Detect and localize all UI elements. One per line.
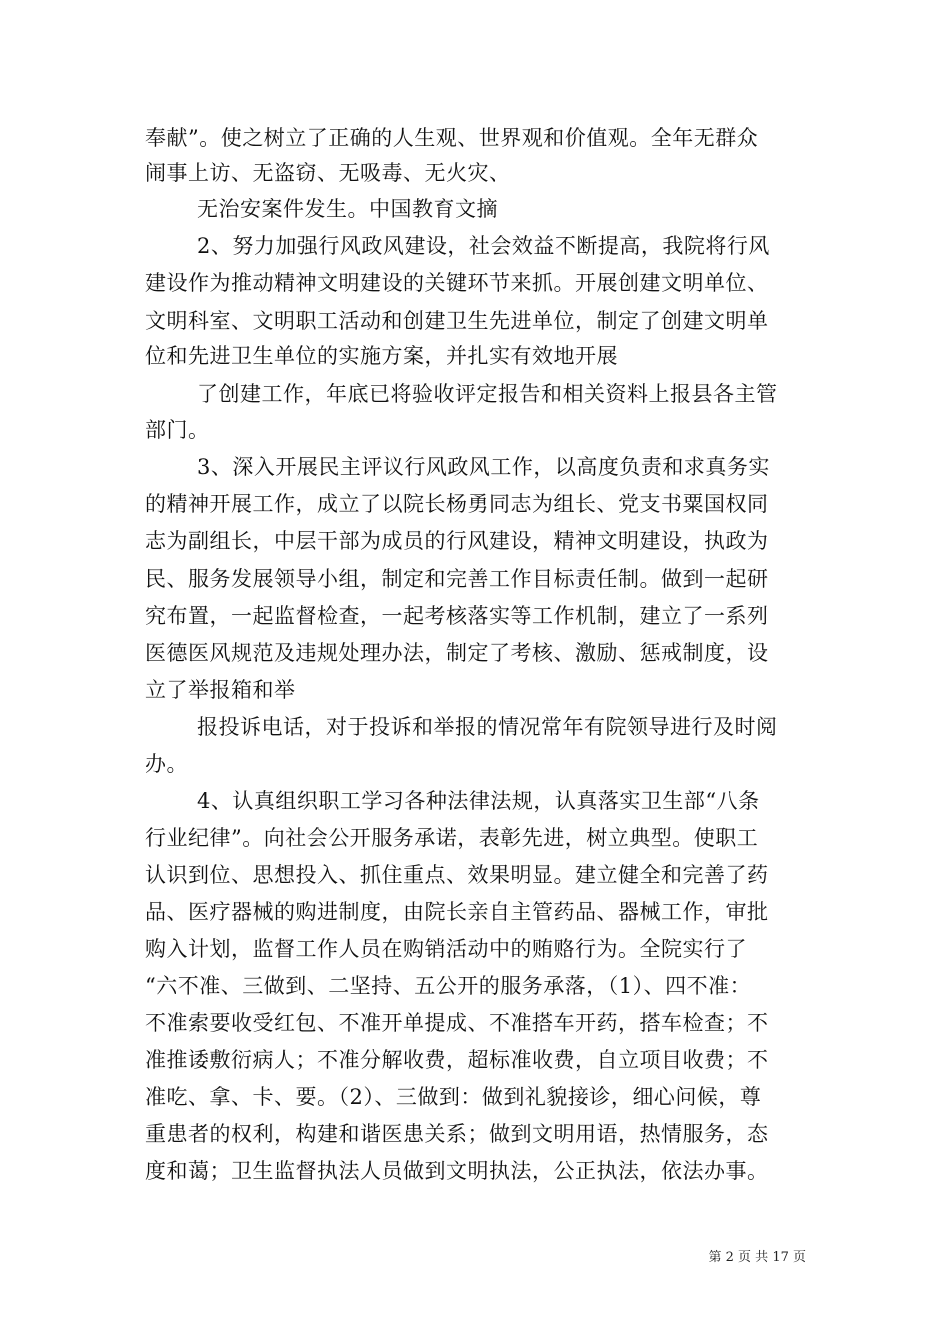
text-line: 部门。	[145, 418, 210, 442]
text-line: 医德医风规范及违规处理办法，制定了考核、激励、惩戒制度，设	[145, 641, 769, 665]
text-line: 建设作为推动精神文明建设的关键环节来抓。开展创建文明单位、	[145, 271, 769, 295]
text-line: 重患者的权利，构建和谐医患关系；做到文明用语，热情服务，态	[145, 1122, 769, 1146]
text-line: 了创建工作，年底已将验收评定报告和相关资料上报县各主管	[197, 382, 778, 406]
text-line: 度和蔼；卫生监督执法人员做到文明执法，公正执法，依法办事。	[145, 1159, 769, 1183]
text-line: 品、医疗器械的购进制度，由院长亲自主管药品、器械工作，审批	[145, 900, 769, 924]
text-line: 不准索要收受红包、不准开单提成、不准搭车开药，搭车检查；不	[145, 1011, 769, 1035]
text-line: 准推诿敷衍病人；不准分解收费，超标准收费，自立项目收费；不	[145, 1048, 769, 1072]
text-line: 文明科室、文明职工活动和创建卫生先进单位，制定了创建文明单	[145, 309, 769, 333]
text-line: 民、服务发展领导小组，制定和完善工作目标责任制。做到一起研	[145, 567, 769, 591]
text-line: 办。	[145, 752, 188, 776]
text-line: 3、深入开展民主评议行风政风工作，以高度负责和求真务实	[197, 455, 770, 479]
text-line: 购入计划，监督工作人员在购销活动中的贿赂行为。全院实行了	[145, 937, 747, 961]
text-line: 奉献”。使之树立了正确的人生观、世界观和价值观。全年无群众	[145, 126, 759, 150]
text-line: 2、努力加强行风政风建设，社会效益不断提高，我院将行风	[197, 234, 770, 258]
text-line: “六不准、三做到、二坚持、五公开的服务承落，（1）、四不准：	[145, 974, 752, 998]
text-line: 闹事上访、无盗窃、无吸毒、无火灾、	[145, 161, 511, 185]
text-line: 认识到位、思想投入、抓住重点、效果明显。建立健全和完善了药	[145, 863, 769, 887]
text-line: 无治安案件发生。中国教育文摘	[197, 197, 498, 221]
text-line: 立了举报箱和举	[145, 678, 296, 702]
text-line: 的精神开展工作，成立了以院长杨勇同志为组长、党支书粟国权同	[145, 492, 769, 516]
text-line: 准吃、拿、卡、要。（2）、三做到：做到礼貌接诊，细心问候，尊	[145, 1085, 762, 1109]
text-line: 4、认真组织职工学习各种法律法规，认真落实卫生部“八条	[197, 789, 760, 813]
text-line: 究布置，一起监督检查，一起考核落实等工作机制，建立了一系列	[145, 604, 769, 628]
text-line: 报投诉电话，对于投诉和举报的情况常年有院领导进行及时阅	[197, 715, 778, 739]
text-line: 位和先进卫生单位的实施方案，并扎实有效地开展	[145, 344, 618, 368]
text-line: 志为副组长，中层干部为成员的行风建设，精神文明建设，执政为	[145, 529, 769, 553]
text-line: 行业纪律”。向社会公开服务承诺，表彰先进，树立典型。使职工	[145, 826, 759, 850]
page-number: 第 2 页 共 17 页	[708, 1250, 806, 1265]
